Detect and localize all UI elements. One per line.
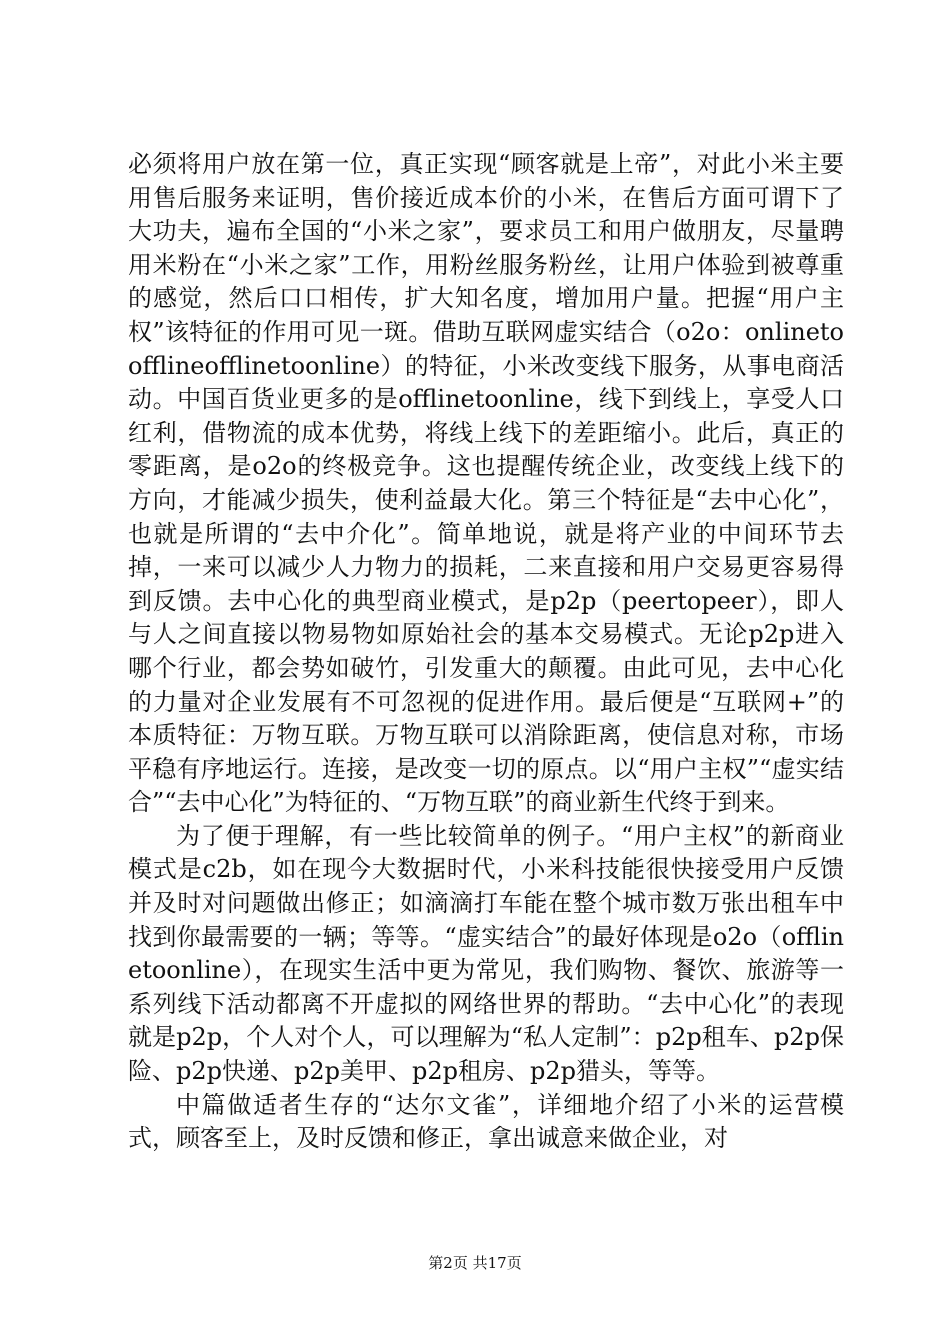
paragraph-3: 中篇做适者生存的“达尔文雀”，详细地介绍了小米的运营模式，顾客至上，及时反馈和修正，拿出诚意来做企业，对 [128,1090,844,1153]
paragraph-1: 必须将用户放在第一位，真正实现“顾客就是上帝”，对此小米主要用售后服务来证明，售价接近成本价的小米，在售后方面可谓下了大功夫，遍布全国的“小米之家”，要求员工和用户做朋友，尽量聘用米粉在“小米之家”工作，用粉丝服务粉丝，让用户体验到被尊重的感觉，然后口口相传，扩大知名度，增加用户量。把握“用户主权”该特征的作用可见一斑。借助互联网虚实结合（o2o：onlinetoofflineofflinetoonline）的特征，小米改变线下服务，从事电商活动。中国百货业更多的是offlinetoonline，线下到线上，享受人口红利，借物流的成本优势，将线上线下的差距缩小。此后，真正的零距离，是o2o的终极竞争。这也提醒传统企业，改变线上线下的方向，才能减少损失，使利益最大化。第三个特征是“去中心化”，也就是所谓的“去中介化”。简单地说，就是将产业的中间环节去掉，一来可以减少人力物力的损耗，二来直接和用户交易更容易得到反馈。去中心化的典型商业模式，是p2p（peertopeer），即人与人之间直接以物易物如原始社会的基本交易模式。无论p2p进入哪个行业，都会势如破竹，引发重大的颠覆。由此可见，去中心化的力量对企业发展有不可忽视的促进作用。最后便是“互联网+”的本质特征：万物互联。万物互联可以消除距离，使信息对称，市场平稳有序地运行。连接，是改变一切的原点。以“用户主权”“虚实结合”“去中心化”为特征的、“万物互联”的商业新生代终于到来。 [128,150,844,817]
paragraph-2: 为了便于理解，有一些比较简单的例子。“用户主权”的新商业模式是c2b，如在现今大数据时代，小米科技能很快接受用户反馈并及时对问题做出修正；如滴滴打车能在整个城市数万张出租车中找到你最需要的一辆；等等。“虚实结合”的最好体现是o2o（offlinetoonline），在现实生活中更为常见，我们购物、餐饮、旅游等一系列线下活动都离不开虚拟的网络世界的帮助。“去中心化”的表现就是p2p，个人对个人，可以理解为“私人定制”：p2p租车、p2p保险、p2p快递、p2p美甲、p2p租房、p2p猎头，等等。 [128,821,844,1086]
page-number-footer: 第2页 共17页 [428,1254,522,1272]
document-body [128,148,844,1156]
